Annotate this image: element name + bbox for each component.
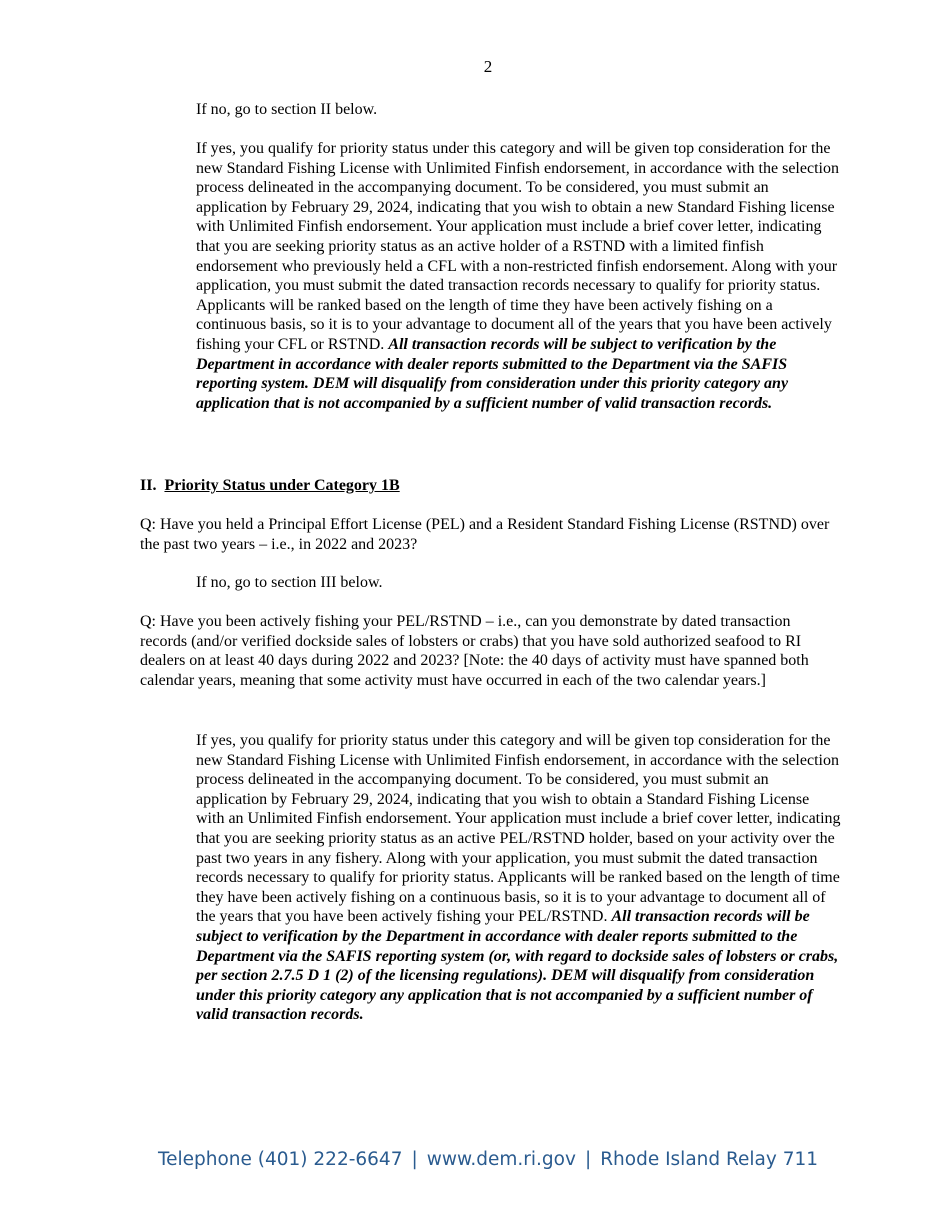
- footer-separator: |: [584, 1149, 592, 1170]
- section2-if-yes-paragraph: [196, 731, 841, 1025]
- section1-if-no: If no, go to section II below.: [196, 101, 378, 118]
- section2-if-no: If no, go to section III below.: [196, 574, 383, 591]
- section2-numeral: II.: [140, 477, 157, 494]
- section1-if-yes-text: If yes, you qualify for priority status under this category and will be given top consideration for the new Standard Fishing License with Unlimited Finfish endorsement, in accordance with the selection process delineated in the accompanying document. To be considered, you must submit an application by February 29, 2024, indicating that you wish to obtain a new Standard Fishing license with Unlimited Finfish endorsement. Your application must include a brief cover letter, indicating that you are seeking priority status as an active holder of a RSTND with a limited finfish endorsement who previously held a CFL with a non-restricted finfish endorsement. Along with your application, you must submit the dated transaction records necessary to qualify for priority status. Applicants will be ranked based on the length of time they have been actively fishing on a continuous basis, so it is to your advantage to document all of the years that you have been actively fishing your CFL or RSTND.: [196, 140, 839, 353]
- page-number: 2: [483, 57, 493, 76]
- footer-separator: |: [411, 1149, 418, 1170]
- section2-if-yes-emphasis: All transaction records will be subject to verification by the Department in accordance with dealer reports submitted to the Department via the SAFIS reporting system (or, with regard to dockside sales of lobsters or crabs, per section 2.7.5 D 1 (2) of the licensing regulations). DEM will disqualify from consideration under this priority category any application that is not accompanied by a sufficient number of valid transaction records.: [196, 908, 839, 1024]
- section1-if-yes-emphasis: All transaction records will be subject to verification by the Department in accordance with dealer reports submitted to the Department via the SAFIS reporting system. DEM will disqualify from consideration under this priority category any application that is not accompanied by a sufficient number of valid transaction records.: [196, 335, 789, 412]
- section1-if-yes-paragraph: [196, 139, 841, 413]
- footer-relay: Rhode Island Relay 711: [600, 1149, 819, 1170]
- section2-title: Priority Status under Category 1B: [164, 477, 400, 494]
- section2-question-2: Q: Have you been actively fishing your PEL/RSTND – i.e., can you demonstrate by dated transaction records (and/or verified dockside sales of lobsters or crabs) that you have sold authorized seafood to RI dealers on at least 40 days during 2022 and 2023? [Note: the 40 days of activity must have spanned both calendar years, meaning that some activity must have occurred in each of the two calendar years.]: [140, 613, 809, 689]
- footer-telephone: Telephone (401) 222-6647: [157, 1149, 403, 1170]
- section2-if-yes-text: If yes, you qualify for priority status under this category and will be given top consideration for the new Standard Fishing License with Unlimited Finfish endorsement, in accordance with the selection process delineated in the accompanying document. To be considered, you must submit an application by February 29, 2024, indicating that you wish to obtain a Standard Fishing License with an Unlimited Finfish endorsement. Your application must include a brief cover letter, indicating that you are seeking priority status as an active PEL/RSTND holder, based on your activity over the past two years in any fishery. Along with your application, you must submit the dated transaction records necessary to qualify for priority status. Applicants will be ranked based on the length of time they have been actively fishing on a continuous basis, so it is to your advantage to document all of the years that you have been actively fishing your PEL/RSTND.: [196, 732, 841, 926]
- footer-website-link[interactable]: www.dem.ri.gov: [426, 1149, 576, 1170]
- section2-heading: [140, 476, 840, 496]
- footer-contact: [0, 1150, 950, 1170]
- section2-question-1: Q: Have you held a Principal Effort License (PEL) and a Resident Standard Fishing License (RSTND) over the past two years – i.e., in 2022 and 2023?: [140, 516, 830, 553]
